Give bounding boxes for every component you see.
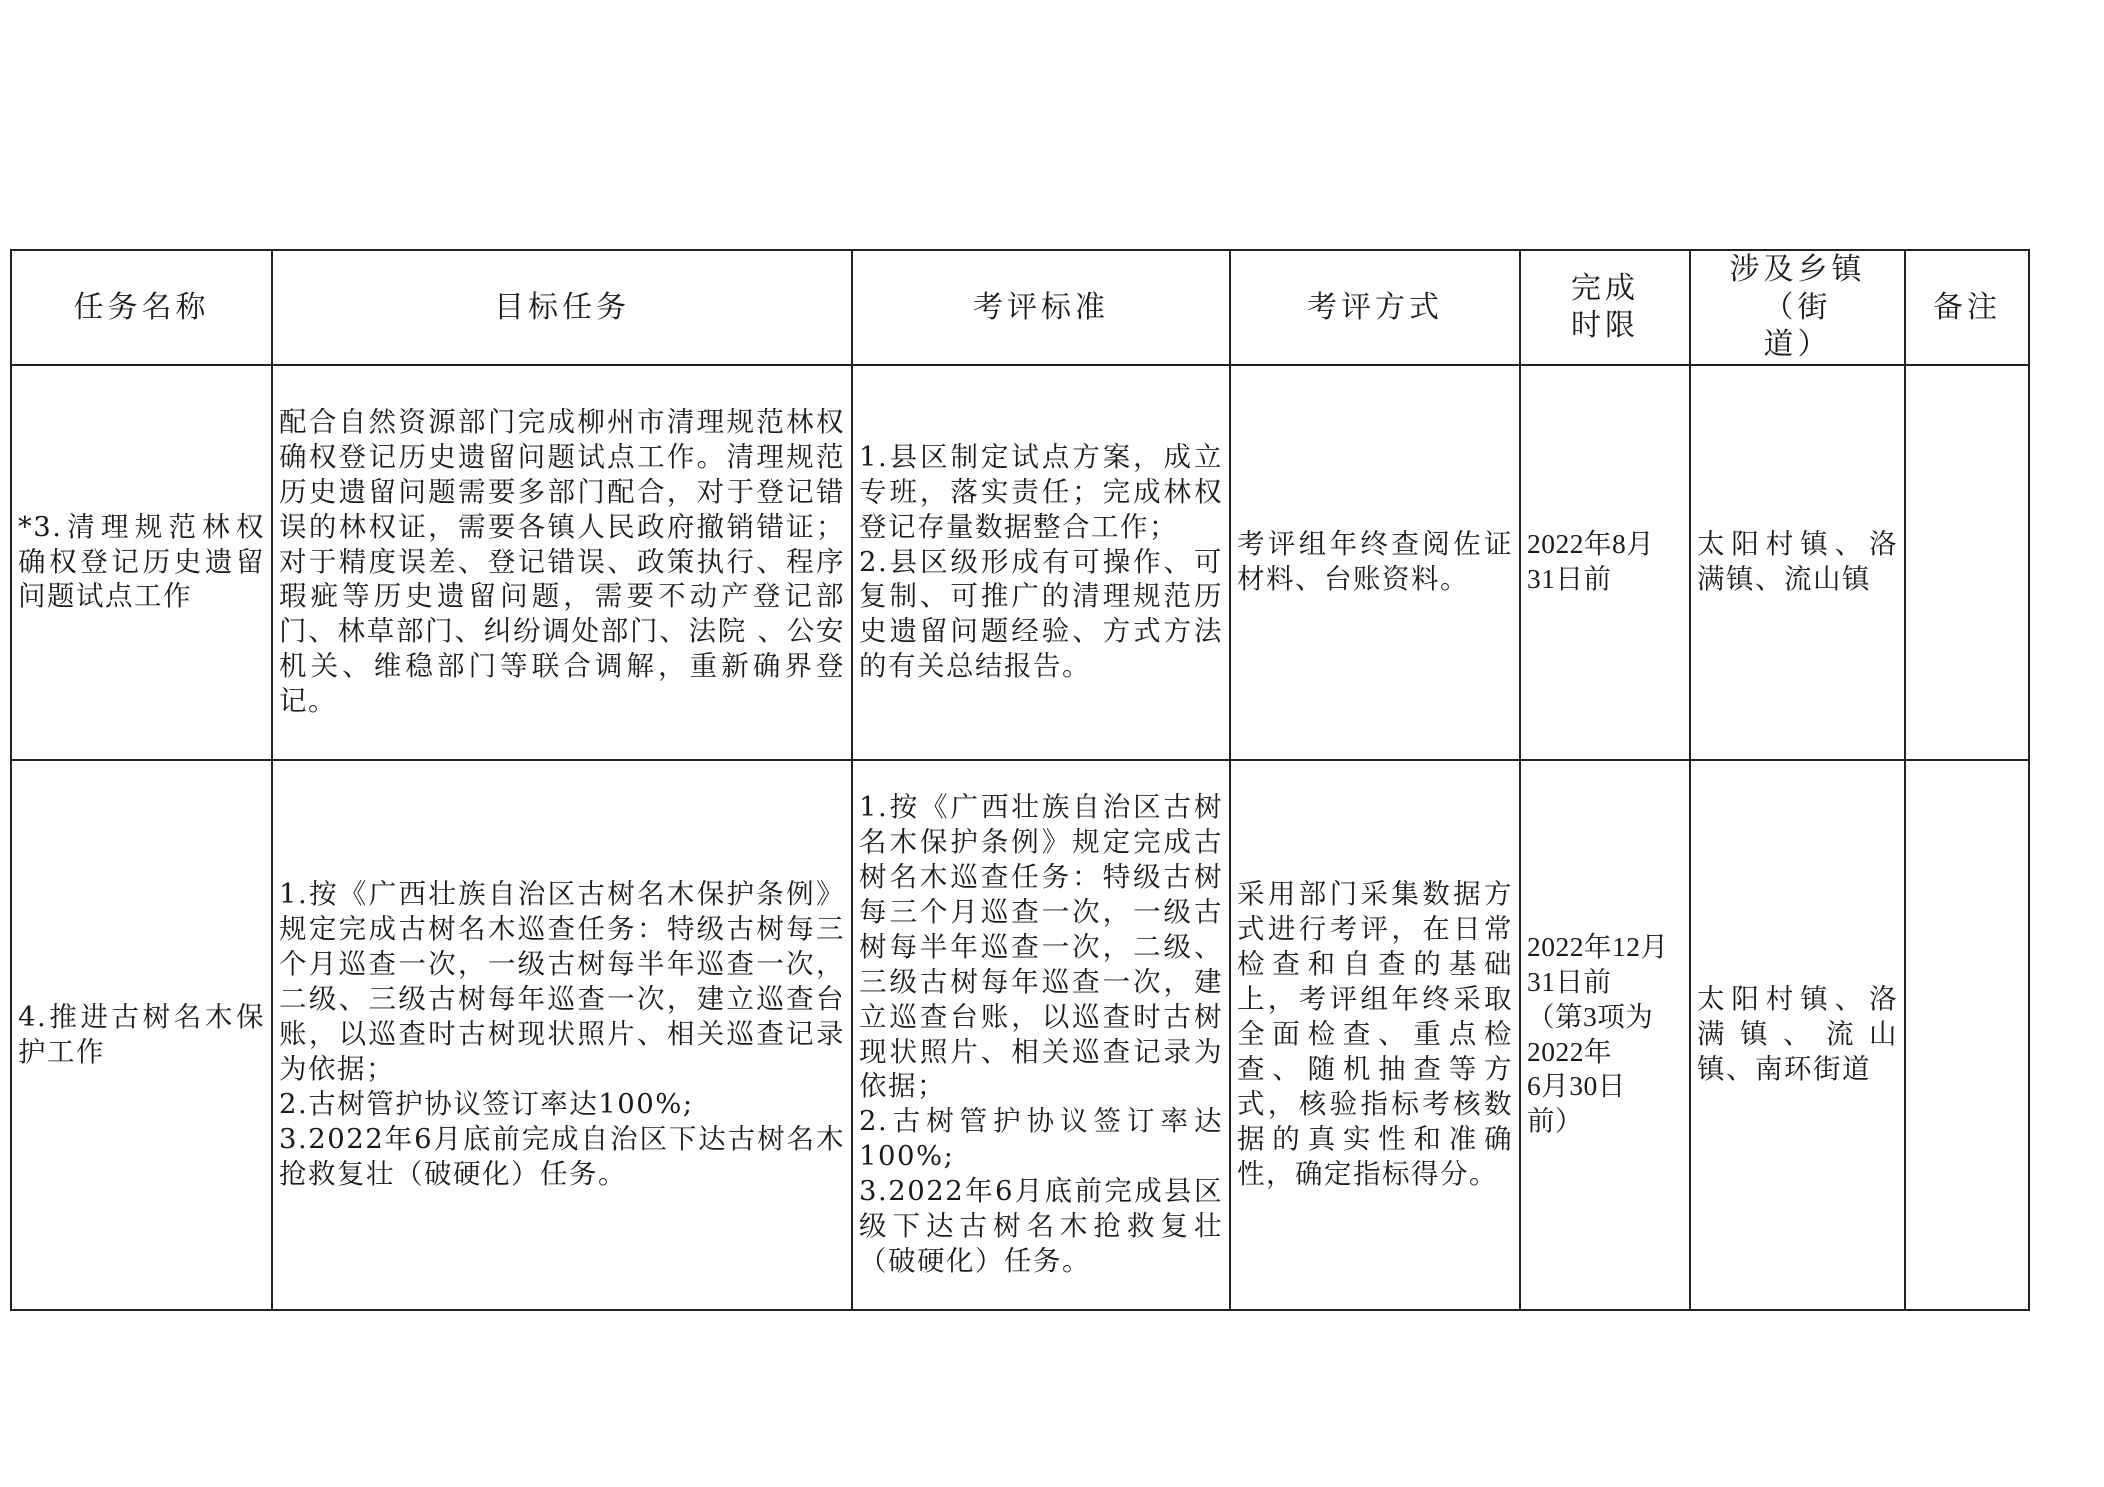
deadline-line: 6月30日: [1527, 1070, 1626, 1102]
deadline-line: 前）: [1527, 1105, 1583, 1137]
table-row: [11, 760, 2029, 1310]
deadline-line: 31日前: [1527, 965, 1612, 997]
target-item: 1.按《广西壮族自治区古树名木保护条例》规定完成古树名木巡查任务：特级古树每三个月巡查一次，一级古树每半年巡查一次，二级、三级古树每年巡查一次，建立巡查台账，以巡查时古树现状照片、相关巡查记录为依据；: [279, 878, 845, 1085]
target-item: 2.古树管护协议签订率达100%;: [279, 1087, 694, 1120]
remarks-cell: [1905, 365, 2029, 760]
header-deadline-line2: 时限: [1571, 308, 1639, 344]
deadline-line: 2022年12月: [1527, 930, 1669, 962]
header-towns-line1: 涉及乡镇（街: [1729, 252, 1866, 325]
criteria-item: 2.古树管护协议签订率达100%;: [859, 1105, 1223, 1173]
header-remarks: 备注: [1905, 250, 2029, 365]
remarks-cell: [1905, 760, 2029, 1310]
criteria-cell: [852, 365, 1230, 760]
method-cell: 考评组年终查阅佐证材料、台账资料。: [1230, 365, 1520, 760]
towns-cell: 太阳村镇、洛满镇、流山镇、南环街道: [1690, 760, 1905, 1310]
target-cell: 配合自然资源部门完成柳州市清理规范林权确权登记历史遗留问题试点工作。清理规范历史遗留问题需要多部门配合，对于登记错误的林权证，需要各镇人民政府撤销错证；对于精度误差、登记错误、政策执行、程序瑕疵等历史遗留问题，需要不动产登记部门、林草部门、纠纷调处部门、法院 、公安机关、维稳部门等联合调解，重新确界登记。: [272, 365, 852, 760]
deadline-cell: [1520, 365, 1690, 760]
header-towns-line2: 道）: [1763, 327, 1832, 362]
task-name-cell: 4.推进古树名木保护工作: [11, 760, 272, 1310]
header-task-name: 任务名称: [11, 250, 272, 365]
criteria-item: 1.县区制定试点方案，成立专班，落实责任；完成林权登记存量数据整合工作；: [859, 440, 1223, 543]
criteria-item: 2.县区级形成有可操作、可复制、可推广的清理规范历史遗留问题经验、方式方法的有关总结报告。: [859, 545, 1223, 683]
deadline-line: 2022年8月: [1527, 528, 1655, 560]
criteria-cell: [852, 760, 1230, 1310]
deadline-line: 31日前: [1527, 563, 1612, 594]
table-row: [11, 365, 2029, 760]
deadline-line: （第3项为: [1527, 1000, 1654, 1032]
task-assessment-table: [10, 249, 2030, 1311]
header-target: 目标任务: [272, 250, 852, 365]
criteria-item: 1.按《广西壮族自治区古树名木保护条例》规定完成古树名木巡查任务：特级古树每三个月巡查一次，一级古树每半年巡查一次，二级、三级古树每年巡查一次，建立巡查台账，以巡查时古树现状照片、相关巡查记录为依据；: [859, 791, 1223, 1103]
target-item: 3.2022年6月底前完成自治区下达古树名木抢救复壮（破硬化）任务。: [279, 1122, 845, 1190]
header-criteria: 考评标准: [852, 250, 1230, 365]
header-row: [11, 250, 2029, 365]
header-method: 考评方式: [1230, 250, 1520, 365]
task-name-cell: *3.清理规范林权确权登记历史遗留问题试点工作: [11, 365, 272, 760]
method-cell: 采用部门采集数据方式进行考评，在日常检查和自查的基础上，考评组年终采取全面检查、重点检查、随机抽查等方式，核验指标考核数据的真实性和准确性，确定指标得分。: [1230, 760, 1520, 1310]
criteria-item: 3.2022年6月底前完成县区级下达古树名木抢救复壮（破硬化）任务。: [859, 1175, 1223, 1278]
header-towns: [1690, 250, 1905, 365]
header-deadline: [1520, 250, 1690, 365]
header-deadline-line1: 完成: [1571, 270, 1639, 306]
target-cell: [272, 760, 852, 1310]
towns-cell: 太阳村镇、洛满镇、流山镇: [1690, 365, 1905, 760]
deadline-cell: [1520, 760, 1690, 1310]
deadline-line: 2022年: [1527, 1035, 1612, 1067]
